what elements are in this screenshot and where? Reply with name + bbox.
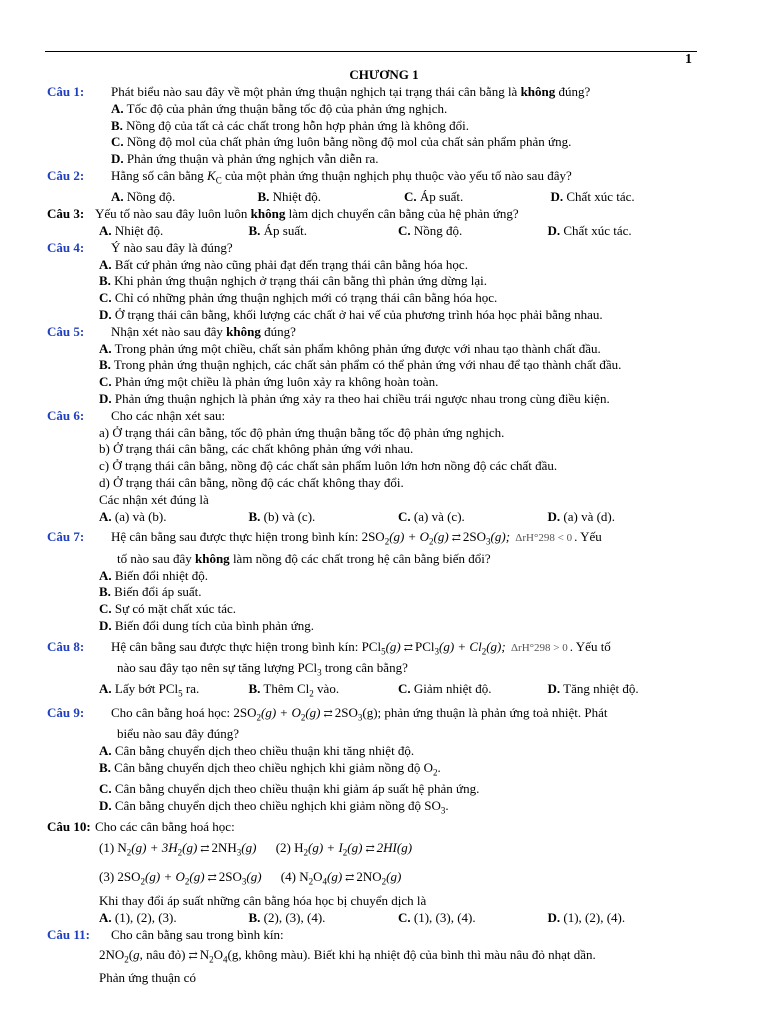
equation-4: (4) $N_2O_4(g)$ ⇄ $2NO_2(g)$ — [281, 869, 402, 884]
question-7 — [47, 529, 697, 634]
equation-row — [47, 865, 697, 894]
question-6 — [47, 408, 697, 526]
statement: c) Ở trạng thái cân bằng, nồng độ các chất sản phẩm luôn lớn hơn nồng độ các chất đầu. — [99, 458, 558, 474]
equation-row: $2NO_2(g$, nâu đỏ) ⇄ $N_2O_4(g$, không màu). Biết khi hạ nhiệt độ của bình thì màu nâu đỏ nhạt dần. — [47, 944, 697, 971]
question-label: Câu 10: — [47, 819, 91, 835]
question-stem: Cho cân bằng hoá học: $2SO_2(g) + O_2(g)$ ⇄ $2SO_3(g)$; phản ứng thuận là phản ứng toả nhiệt. Phát — [111, 704, 608, 723]
option: C. Cân bằng chuyển dịch theo chiều thuận khi giảm áp suất hệ phản ứng. — [99, 781, 480, 797]
question-label: Câu 5: — [47, 323, 85, 339]
option: C. Nồng độ mol của chất phản ứng luôn bằng nồng độ mol của chất sản phẩm phản ứng. — [111, 134, 572, 150]
equation-1: (1) $N_2(g) + 3H_2(g)$ ⇄ $2NH_3(g)$ — [99, 840, 256, 855]
option: A. Bất cứ phản ứng nào cũng phải đạt đến trạng thái cân bằng hóa học. — [99, 256, 468, 272]
option: C. Giảm nhiệt độ. — [398, 681, 492, 697]
statement: d) Ở trạng thái cân bằng, nồng độ các chất không thay đổi. — [99, 474, 404, 490]
question-2 — [47, 168, 697, 206]
option: D. (1), (2), (4). — [547, 910, 626, 926]
option: A. Lấy bớt PCl$_5$ ra. — [99, 681, 200, 700]
option: A. Biến đổi nhiệt độ. — [99, 567, 209, 583]
option-row — [47, 509, 697, 526]
enthalpy-expression: ΔrH°298 > 0 — [510, 641, 568, 654]
option-row — [47, 681, 697, 702]
question-9 — [47, 705, 697, 820]
question-8 — [47, 639, 697, 703]
question-label: Câu 4: — [47, 239, 85, 255]
question-stem: Yếu tố nào sau đây luôn luôn không làm dịch chuyển cân bằng của hệ phản ứng? — [95, 206, 519, 222]
question-stem: Hệ cân bằng sau được thực hiện trong bình kín: PCl$_5$(g) ⇄ $PCl_3(g) + Cl_2(g)$; ΔrH°298 > 0 . Yếu tố — [111, 638, 611, 657]
option: C. Phản ứng một chiều là phản ứng luôn xảy ra không hoàn toàn. — [99, 374, 439, 390]
option-row — [47, 910, 697, 927]
equilibrium-arrow-icon: ⇄ — [188, 949, 197, 962]
option: D. (a) và (d). — [547, 508, 615, 524]
option: A. Nồng độ. — [111, 189, 176, 205]
option: C. (1), (3), (4). — [398, 910, 476, 926]
option: D. Cân bằng chuyển dịch theo chiều nghịch khi giảm nồng độ $SO_3$. — [99, 798, 449, 816]
statement: b) Ở trạng thái cân bằng, các chất không phản ứng với nhau. — [99, 441, 414, 457]
equilibrium-arrow-icon: ⇄ — [323, 707, 332, 720]
equilibrium-arrow-icon: ⇄ — [345, 871, 354, 884]
question-3 — [47, 206, 697, 240]
equation-3: (3) $2SO_2(g) + O_2(g)$ ⇄ $2SO_3(g)$ — [99, 869, 262, 884]
option: C. Chỉ có những phản ứng thuận nghịch mới có trạng thái cân bằng hóa học. — [99, 290, 498, 306]
option: B. (b) và (c). — [248, 508, 316, 524]
question-stem: Ý nào sau đây là đúng? — [111, 239, 233, 255]
question-stem: Hằng số cân bằng $K_C$ của một phản ứng thuận nghịch phụ thuộc vào yếu tố nào sau đây? — [111, 167, 572, 186]
question-label: Câu 7: — [47, 529, 85, 545]
question-label: Câu 11: — [47, 927, 90, 942]
question-stem: Cho các nhận xét sau: — [111, 407, 226, 423]
question-11 — [47, 927, 697, 987]
option: C. Áp suất. — [404, 189, 464, 205]
question-ask: Khi thay đổi áp suất những cân bằng hóa học bị chuyển dịch là — [99, 893, 427, 909]
question-stem: Nhận xét nào sau đây không đúng? — [111, 323, 296, 339]
header-rule — [45, 51, 697, 52]
question-ask: Phản ứng thuận có — [99, 970, 196, 986]
question-stem: Cho các cân bằng hoá học: — [95, 819, 235, 835]
question-label: Câu 6: — [47, 407, 85, 423]
option-row — [47, 223, 697, 240]
question-5 — [47, 324, 697, 408]
option: B. Nhiệt độ. — [257, 189, 322, 205]
option: C. Sự có mặt chất xúc tác. — [99, 601, 237, 617]
option: D. Tăng nhiệt độ. — [547, 681, 639, 697]
question-4 — [47, 240, 697, 324]
option: A. Nhiệt độ. — [99, 222, 164, 238]
equilibrium-arrow-icon: ⇄ — [403, 641, 412, 654]
question-list — [47, 84, 697, 987]
option: A. Trong phản ứng một chiều, chất sản phẩm không phản ứng được với nhau tạo thành chất đầu. — [99, 340, 601, 356]
equilibrium-arrow-icon: ⇄ — [207, 871, 216, 884]
option: A. Cân bằng chuyển dịch theo chiều thuận khi tăng nhiệt độ. — [99, 743, 415, 759]
question-stem-cont: biểu nào sau đây đúng? — [117, 726, 240, 742]
question-label: Câu 2: — [47, 167, 85, 183]
question-label: Câu 8: — [47, 638, 85, 654]
option: B. Trong phản ứng thuận nghịch, các chất sản phẩm có thể phản ứng với nhau để tạo thành chất đầu. — [99, 357, 622, 373]
question-stem-cont: nào sau đây tạo nên sự tăng lượng PCl$_3$ trong cân bằng? — [117, 660, 408, 678]
option: C. (a) và (c). — [398, 508, 465, 524]
question-10 — [47, 819, 697, 927]
option: D. Phản ứng thuận và phản ứng nghịch vẫn diễn ra. — [111, 151, 379, 167]
question-label: Câu 1: — [47, 84, 85, 99]
option: A. (1), (2), (3). — [99, 910, 177, 926]
question-stem-cont: tố nào sau đây không làm nồng độ các chất trong hệ cân bằng biến đổi? — [117, 550, 491, 566]
option: D. Ở trạng thái cân bằng, khối lượng các chất ở hai vế của phương trình hóa học phải bằng nhau. — [99, 306, 603, 322]
question-1 — [47, 84, 697, 168]
question-label: Câu 3: — [47, 206, 85, 222]
option: B. Thêm $Cl_2$ vào. — [248, 681, 340, 700]
equilibrium-arrow-icon: ⇄ — [451, 532, 460, 545]
question-ask: Các nhận xét đúng là — [99, 491, 209, 507]
option: B. Cân bằng chuyển dịch theo chiều nghịch khi giảm nồng độ $O_2$. — [99, 759, 441, 778]
equation-2: (2) $H_2(g) + I_2(g)$ ⇄ 2HI(g) — [276, 840, 412, 855]
option: B. Áp suất. — [248, 222, 308, 238]
option: B. Nồng độ của tất cả các chất trong hỗn hợp phản ứng là không đổi. — [111, 117, 469, 133]
option: B. (2), (3), (4). — [248, 910, 326, 926]
equilibrium-arrow-icon: ⇄ — [200, 843, 209, 856]
option: A. (a) và (b). — [99, 508, 167, 524]
question-stem: Hệ cân bằng sau được thực hiện trong bình kín: $2SO_2(g) + O_2(g)$ ⇄ $2SO_3(g)$; ΔrH°298 < 0 . Yếu — [111, 529, 602, 547]
question-label: Câu 9: — [47, 704, 85, 720]
option: D. Chất xúc tác. — [547, 222, 632, 238]
option: C. Nồng độ. — [398, 222, 463, 238]
option: D. Biến đổi dung tích của bình phản ứng. — [99, 617, 315, 633]
page-number: 1 — [685, 52, 692, 67]
equilibrium-arrow-icon: ⇄ — [365, 843, 374, 856]
option: A. Tốc độ của phản ứng thuận bằng tốc độ của phản ứng nghịch. — [111, 100, 448, 116]
option: D. Phản ứng thuận nghịch là phản ứng xảy ra theo hai chiều trái ngược nhau trong cùng điều kiện. — [99, 390, 610, 406]
question-stem: Cho cân bằng sau trong bình kín: — [111, 927, 284, 942]
enthalpy-expression: ΔrH°298 < 0 — [515, 532, 573, 545]
chapter-title: CHƯƠNG 1 — [349, 67, 419, 82]
option-row — [47, 189, 697, 206]
question-stem: Phát biểu nào sau đây về một phản ứng thuận nghịch tại trạng thái cân bằng là không đúng? — [111, 84, 591, 99]
option: B. Biến đổi áp suất. — [99, 584, 202, 600]
option: D. Chất xúc tác. — [550, 189, 635, 205]
option: B. Khi phản ứng thuận nghịch ở trạng thái cân bằng thì phản ứng dừng lại. — [99, 273, 487, 289]
statement: a) Ở trạng thái cân bằng, tốc độ phản ứng thuận bằng tốc độ phản ứng nghịch. — [99, 424, 505, 440]
equation-row — [47, 836, 697, 865]
